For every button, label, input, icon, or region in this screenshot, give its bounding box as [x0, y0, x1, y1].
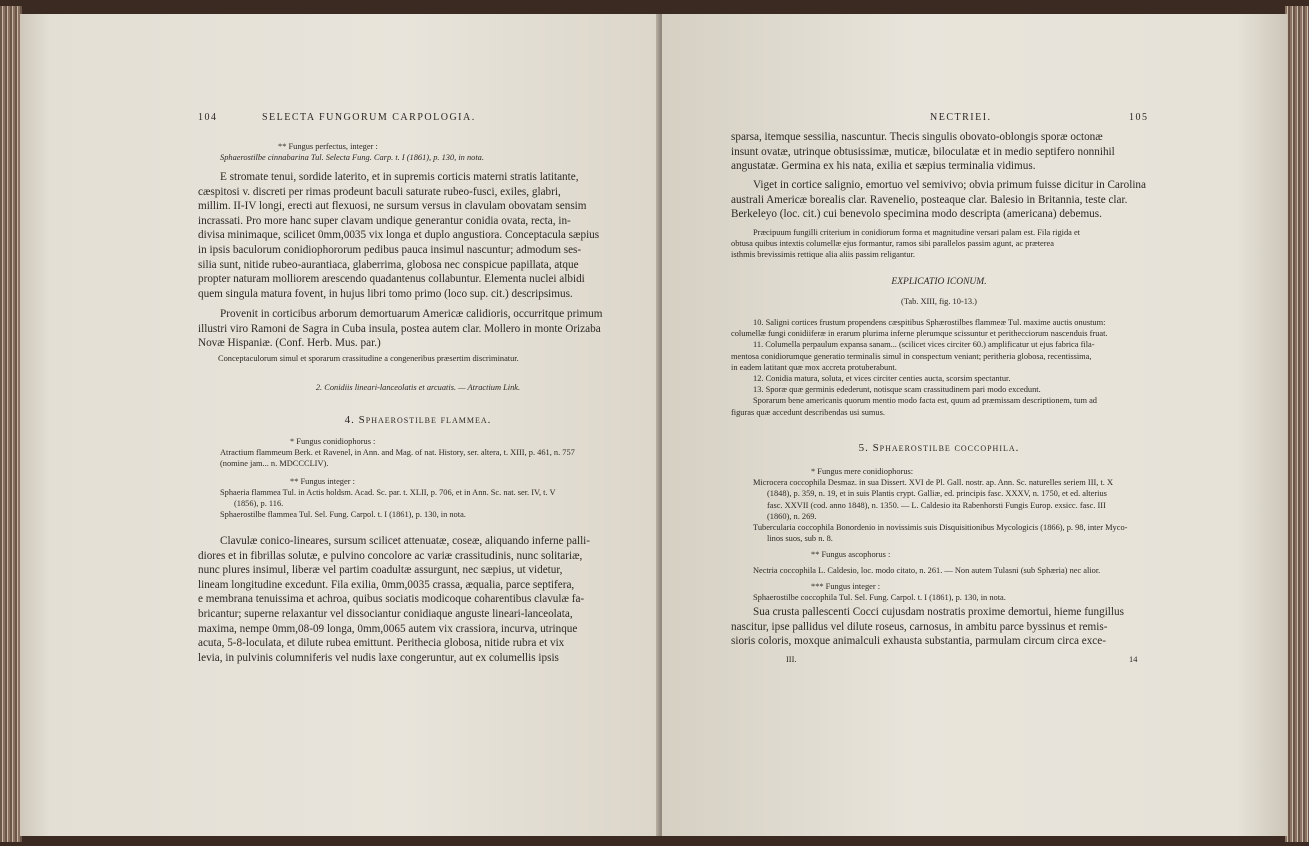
text-line: obtusa quibus intextis columellæ ejus formantur, ramos sibi parallelos passim agunt, ac præterea	[731, 239, 1054, 249]
text-line: Microcera coccophila Desmaz. in sua Dissert. XVI de Pl. Gall. nostr. ap. Ann. Sc. naturelles seriem III, t. X	[753, 478, 1114, 488]
subsection-heading	[198, 382, 638, 393]
text-line: figuras quæ accedunt describendas usi sumus.	[731, 407, 885, 417]
text-line: insunt ovatæ, utrinque obtusissimæ, muticæ, biloculatæ et in medio septifero nonnihil	[731, 145, 1115, 158]
signature-right	[1129, 654, 1159, 665]
text-line: bricantur; superne relaxantur vel dissociantur conidiaque anguste lineari-lanceolata,	[198, 607, 573, 620]
text-line: acuta, 5-8-loculata, et dilute rubea emittunt. Perithecia globosa, nitide rubra et vix	[198, 637, 565, 650]
text-line: Præcipuum fungilli criterium in conidiorum forma et magnitudine versari palam est. Fila rigida et	[753, 228, 1081, 237]
text-line: (1856), p. 116.	[234, 499, 284, 509]
left-page	[20, 14, 660, 836]
right-page-number: 105	[1129, 112, 1149, 123]
text-line: (1860), n. 269.	[767, 511, 817, 521]
text-line: fasc. XXVII (cod. anno 1848), n. 1350. — L. Caldesio ita Rabenhorsti Fungis Europ. exsicc. fasc. III	[767, 500, 1106, 510]
text-line: III.	[786, 655, 797, 664]
text-line: 5. Sphaerostilbe coccophila.	[858, 442, 1020, 454]
text-line: divisa minimaque, scilicet 0mm,0035 vix longa et duplo angustiora. Conceptacula sæpius	[198, 229, 600, 242]
text-line: diores et in fibrillas solutæ, e pulvino concolore ac variæ crassitudinis, nunc solitariæ,	[198, 549, 583, 562]
signature-left	[786, 654, 816, 665]
left-paragraph-3	[198, 534, 638, 665]
text-line: in ipsis baculorum conidiophororum pedibus pauca insimul nascuntur; admodum ses-	[198, 243, 582, 256]
text-line: * Fungus conidiophorus :	[290, 437, 376, 446]
text-line: Sporarum bene americanis quorum mentio modo facta est, quum ad præmissam descriptionem, tum ad	[753, 396, 1097, 406]
left-paragraph-2	[198, 307, 638, 351]
text-line: ** Fungus ascophorus :	[811, 550, 891, 560]
text-line: 2. Conidiis lineari-lanceolatis et arcuatis. — Atractium Link.	[315, 383, 521, 392]
left-text-block	[198, 141, 638, 163]
right-running-head: NECTRIEI.	[930, 112, 992, 123]
text-line: linos suos, sub n. 8.	[767, 534, 833, 544]
text-line: Berkeleyo (loc. cit.) cui benevolo specimina modo descripta (americana) debemus.	[731, 208, 1102, 221]
right-paragraph-1	[731, 130, 1147, 174]
right-paragraph-2	[731, 178, 1147, 222]
text-line: propter naturam molliorem arescendo quadantenus collabuntur. Elementa nuclei albidi	[198, 273, 585, 286]
text-line: *** Fungus integer :	[811, 581, 881, 591]
text-line: Clavulæ conico-lineares, sursum scilicet attenuatæ, coseæ, aliquando inferne palli-	[220, 535, 591, 547]
left-paragraph-1	[198, 170, 638, 301]
text-line: * Fungus mere conidiophorus:	[811, 467, 914, 476]
text-line: Tubercularia coccophila Bonordenio in novissimis suis Disquisitionibus Mycologicis (1866), p. 98, inter Myco-	[753, 523, 1128, 533]
right-page-edges	[1285, 6, 1309, 842]
text-line: (Tab. XIII, fig. 10-13.)	[901, 297, 977, 306]
text-line: Sphaerostilbe cinnabarina Tul. Selecta Fung. Carp. t. I (1861), p. 130, in nota.	[220, 153, 484, 163]
text-line: EXPLICATIO ICONUM.	[891, 277, 987, 287]
text-line: Sua crusta pallescenti Cocci cujusdam nostratis proxime demortui, hieme fungillus	[753, 606, 1124, 618]
text-line: nascitur, ipse pallidus vel dilute roseus, carnosus, in ambitu parce byssinus et remis-	[731, 620, 1108, 633]
text-line: 10. Saligni cortices frustum propendens cæspitibus Sphærostilbes flammeæ Tul. maxime auctis onustum:	[753, 318, 1106, 327]
text-line: angustatæ. Germina ex his nata, exilia et sæpius terminalia vidimus.	[731, 160, 1036, 173]
text-line: nunc plures insimul, liberæ vel partim coadultæ assurgunt, nec sæpius, ut videtur,	[198, 564, 563, 577]
species-heading-4	[198, 414, 638, 426]
text-line: 4. Sphaerostilbe flammea.	[344, 414, 492, 426]
text-line: 12. Conidia matura, soluta, et vices circiter centies aucta, scorsim spectantur.	[753, 374, 1011, 384]
text-line: cæspitosi v. discreti per rimas prodeunt baculi saturate rubeo-fusci, exiles, glabri,	[198, 185, 561, 198]
text-line: millim. II-IV longi, erecti aut flexuosi, ne sursum versus in clavulam obovatam sensim	[198, 200, 587, 213]
text-line: silia sunt, nitide rubeo-aurantiaca, glaberrima, globosa nec conspicue papillata, atque	[198, 258, 579, 271]
text-line: australi Americæ borealis clar. Ravenelio, posteaque clar. Balesio in Britannia, teste clar.	[731, 193, 1128, 206]
text-line: sparsa, itemque sessilia, nascuntur. Thecis singulis obovato-oblongis sporæ octonæ	[731, 131, 1103, 143]
text-line: ** Fungus perfectus, integer :	[278, 142, 378, 151]
text-line: levia, in pulvinis columniferis vel nudis laxe congeruntur, aut ex columellis ipsis	[198, 651, 559, 664]
text-line: quem singula matura fovent, in hujus libri tomo primo (loco sup. cit.) descripsimus.	[198, 287, 573, 300]
text-line: (1848), p. 359, n. 19, et in suis Plantis crypt. Galliæ, ed. principis fasc. XXXV, n. 1750, et ed. alterius	[767, 489, 1107, 499]
plate-reference	[731, 296, 1147, 307]
left-note	[218, 353, 638, 364]
text-line: 13. Sporæ quæ germinis edederunt, notisque scam crassitudinem pari modo excedunt.	[753, 385, 1041, 395]
text-line: Sphaeria flammea Tul. in Actis holdsm. Acad. Sc. par. t. XLII, p. 706, et in Ann. Sc. nat. ser. IV, t. V	[220, 487, 556, 497]
left-synonymy	[198, 436, 638, 520]
text-line: lineam longitudine excedunt. Fila exilia, 0mm,0035 crassa, æqualia, parce septifera,	[198, 578, 575, 591]
text-line: Sphaerostilbe coccophila Tul. Sel. Fung. Carpol. t. I (1861), p. 130, in nota.	[753, 593, 1006, 603]
text-line: mentosa conidiorumque generatio terminalis simul in conspectum veniant; peritheria globosa, recentissima,	[731, 351, 1092, 361]
text-line: sioris coloris, moxque animalculi exhausta substantia, parmulam circum circa exce-	[731, 635, 1106, 648]
text-line: E stromate tenui, sordide laterito, et in supremis corticis materni stratis latitante,	[220, 171, 579, 183]
text-line: maxima, nempe 0mm,08-09 longa, 0mm,0065 autem vix crassiora, incurva, utrinque	[198, 622, 578, 635]
text-line: Novæ Hispaniæ. (Conf. Herb. Mus. par.)	[198, 337, 381, 350]
figure-explanations	[731, 317, 1147, 418]
text-line: Conceptaculorum simul et sporarum crassitudine a congeneribus præsertim discriminatur.	[218, 354, 519, 363]
text-line: 14	[1129, 655, 1138, 664]
text-line: (nomine jam... n. MDCCCLIV).	[220, 459, 329, 469]
text-line: in eadem latitant quæ mox accreta protuberabunt.	[731, 362, 897, 372]
left-page-edges	[0, 6, 22, 842]
text-line: e membrana tenuissima et achroa, quibus sociatis modicoque coharentibus clavulæ fa-	[198, 593, 585, 606]
species-heading-5	[731, 442, 1147, 454]
text-line: Provenit in corticibus arborum demortuarum Americæ calidioris, occurritque primum	[220, 308, 603, 320]
right-synonymy	[731, 466, 1147, 603]
text-line: Atractium flammeum Berk. et Ravenel, in Ann. and Mag. of nat. History, ser. altera, t. XIII, p. 461, n. 757	[220, 448, 575, 458]
text-line: Viget in cortice salignio, emortuo vel semivivo; obvia primum fuisse dicitur in Carolina	[753, 179, 1146, 191]
left-page-number: 104	[198, 112, 218, 123]
text-line: illustri viro Ramoni de Sagra in Cuba insula, postea autem clar. Mollero in monte Orizaba	[198, 322, 601, 335]
right-paragraph-3	[731, 605, 1147, 649]
text-line: columellæ fungi conidiiferæ in erarum plurima inferne plerumque scissuntur et perithecciorum nascenduis fruat.	[731, 329, 1108, 339]
right-note	[731, 227, 1147, 261]
text-line: 11. Columella perpaulum expansa sanam... (scilicet vices circiter 60.) amplificatur ut ejus fabrica fila-	[753, 340, 1095, 350]
explicatio-heading	[731, 277, 1147, 287]
text-line: ** Fungus integer :	[290, 476, 355, 486]
right-page	[662, 14, 1287, 836]
left-running-head: SELECTA FUNGORUM CARPOLOGIA.	[262, 112, 476, 123]
text-line: Nectria coccophila L. Caldesio, loc. modo citato, n. 261. — Non autem Tulasni (sub Sphæria) nec alior.	[753, 565, 1101, 575]
text-line: Sphaerostilbe flammea Tul. Sel. Fung. Carpol. t. I (1861), p. 130, in nota.	[220, 510, 466, 520]
text-line: isthmis brevissimis rettique alia aliis passim religantur.	[731, 250, 915, 260]
text-line: incrassati. Pro more hanc super clavam undique generantur conidia ovata, recta, in-	[198, 214, 571, 227]
